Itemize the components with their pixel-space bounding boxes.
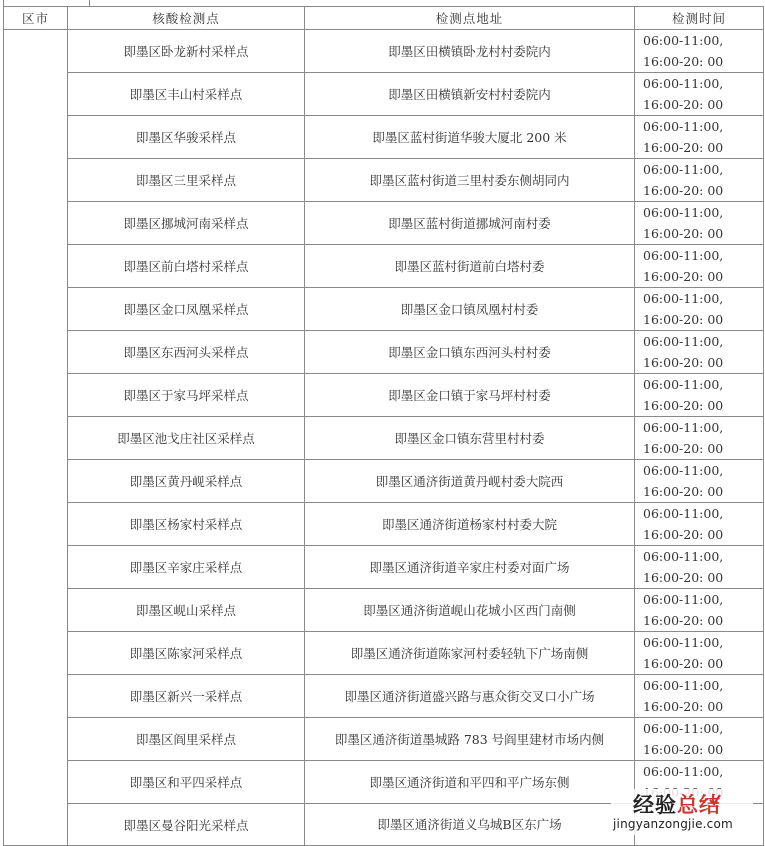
table-row — [4, 116, 764, 159]
table-header-row — [4, 7, 764, 30]
time-cell — [635, 589, 764, 632]
site-cell: 即墨区丰山村采样点 — [68, 73, 305, 116]
address-cell: 即墨区蓝村街道挪城河南村委 — [305, 202, 635, 245]
site-cell: 即墨区和平四采样点 — [68, 761, 305, 804]
afternoon-time: 16:00-20: 00 — [643, 484, 724, 499]
morning-time: 06:00-11:00, — [643, 635, 724, 650]
watermark-brand — [633, 789, 721, 819]
address-cell: 即墨区通济街道岘山花城小区西门南侧 — [305, 589, 635, 632]
morning-time: 06:00-11:00, — [643, 291, 724, 306]
header-time: 检测时间 — [635, 7, 764, 30]
checkmark-icon — [709, 794, 721, 806]
afternoon-time: 16:00-20: 00 — [643, 527, 724, 542]
address-cell: 即墨区田横镇卧龙村村委院内 — [305, 30, 635, 73]
site-watermark — [611, 789, 753, 835]
afternoon-time: 16:00-20: 00 — [643, 140, 724, 155]
address-cell: 即墨区蓝村街道华骏大厦北 200 米 — [305, 116, 635, 159]
time-cell — [635, 374, 764, 417]
table-row — [4, 417, 764, 460]
morning-time: 06:00-11:00, — [643, 162, 724, 177]
time-cell — [635, 503, 764, 546]
site-cell: 即墨区华骏采样点 — [68, 116, 305, 159]
table-row — [4, 718, 764, 761]
afternoon-time: 16:00-20: 00 — [643, 441, 724, 456]
morning-time: 06:00-11:00, — [643, 334, 724, 349]
site-cell: 即墨区金口凤凰采样点 — [68, 288, 305, 331]
address-cell: 即墨区田横镇新安村村委院内 — [305, 73, 635, 116]
site-cell: 即墨区池戈庄社区采样点 — [68, 417, 305, 460]
afternoon-time: 16:00-20: 00 — [643, 398, 724, 413]
table-row — [4, 460, 764, 503]
table-row — [4, 202, 764, 245]
address-cell: 即墨区金口镇凤凰村村委 — [305, 288, 635, 331]
table-row — [4, 245, 764, 288]
time-cell — [635, 546, 764, 589]
afternoon-time: 16:00-20: 00 — [643, 97, 724, 112]
address-cell: 即墨区通济街道盛兴路与惠众街交叉口小广场 — [305, 675, 635, 718]
address-cell: 即墨区金口镇东西河头村村委 — [305, 331, 635, 374]
time-cell — [635, 288, 764, 331]
watermark-brand-b: 总结 — [677, 793, 721, 817]
morning-time: 06:00-11:00, — [643, 76, 724, 91]
time-cell — [635, 116, 764, 159]
site-cell: 即墨区辛家庄采样点 — [68, 546, 305, 589]
site-cell: 即墨区前白塔村采样点 — [68, 245, 305, 288]
afternoon-time: 16:00-20: 00 — [643, 742, 724, 757]
site-cell: 即墨区卧龙新村采样点 — [68, 30, 305, 73]
morning-time: 06:00-11:00, — [643, 678, 724, 693]
address-cell: 即墨区通济街道辛家庄村委对面广场 — [305, 546, 635, 589]
address-cell: 即墨区通济街道墨城路 783 号阎里建材市场内侧 — [305, 718, 635, 761]
table-row — [4, 632, 764, 675]
address-cell: 即墨区蓝村街道前白塔村委 — [305, 245, 635, 288]
site-cell: 即墨区三里采样点 — [68, 159, 305, 202]
morning-time: 06:00-11:00, — [643, 248, 724, 263]
address-cell: 即墨区通济街道杨家村村委大院 — [305, 503, 635, 546]
time-cell — [635, 159, 764, 202]
site-cell: 即墨区阎里采样点 — [68, 718, 305, 761]
site-cell: 即墨区岘山采样点 — [68, 589, 305, 632]
morning-time: 06:00-11:00, — [643, 592, 724, 607]
table-row — [4, 331, 764, 374]
afternoon-time: 16:00-20: 00 — [643, 226, 724, 241]
afternoon-time: 16:00-20: 00 — [643, 183, 724, 198]
time-cell — [635, 73, 764, 116]
address-cell: 即墨区通济街道和平四和平广场东侧 — [305, 761, 635, 804]
table-row — [4, 503, 764, 546]
afternoon-time: 16:00-20: 00 — [643, 570, 724, 585]
morning-time: 06:00-11:00, — [643, 506, 724, 521]
watermark-brand-a: 经验 — [633, 793, 677, 817]
site-cell: 即墨区陈家河采样点 — [68, 632, 305, 675]
address-cell: 即墨区金口镇东营里村村委 — [305, 417, 635, 460]
address-cell: 即墨区通济街道义乌城B区东广场 — [305, 804, 635, 846]
time-cell — [635, 245, 764, 288]
site-cell: 即墨区东西河头采样点 — [68, 331, 305, 374]
time-cell — [635, 675, 764, 718]
morning-time: 06:00-11:00, — [643, 721, 724, 736]
morning-time: 06:00-11:00, — [643, 205, 724, 220]
table-row — [4, 73, 764, 116]
address-cell: 即墨区蓝村街道三里村委东侧胡同内 — [305, 159, 635, 202]
morning-time: 06:00-11:00, — [643, 377, 724, 392]
afternoon-time: 16:00-20: 00 — [643, 54, 724, 69]
site-cell: 即墨区挪城河南采样点 — [68, 202, 305, 245]
header-site: 核酸检测点 — [68, 7, 305, 30]
table-row — [4, 159, 764, 202]
afternoon-time: 16:00-20: 00 — [643, 355, 724, 370]
table-row — [4, 546, 764, 589]
table-row — [4, 288, 764, 331]
address-cell: 即墨区通济街道黄丹岘村委大院西 — [305, 460, 635, 503]
table-row — [4, 374, 764, 417]
morning-time: 06:00-11:00, — [643, 463, 724, 478]
table-row — [4, 30, 764, 73]
time-cell — [635, 417, 764, 460]
afternoon-time: 16:00-20: 00 — [643, 312, 724, 327]
time-cell — [635, 718, 764, 761]
time-cell — [635, 202, 764, 245]
afternoon-time: 16:00-20: 00 — [643, 699, 724, 714]
header-district: 区市 — [4, 7, 68, 30]
address-cell: 即墨区通济街道陈家河村委轻轨下广场南侧 — [305, 632, 635, 675]
morning-time: 06:00-11:00, — [643, 33, 724, 48]
site-cell: 即墨区于家马坪采样点 — [68, 374, 305, 417]
time-cell — [635, 30, 764, 73]
header-address: 检测点地址 — [305, 7, 635, 30]
afternoon-time: 16:00-20: 00 — [643, 656, 724, 671]
afternoon-time: 16:00-20: 00 — [643, 613, 724, 628]
address-cell: 即墨区金口镇于家马坪村村委 — [305, 374, 635, 417]
district-cell — [4, 30, 68, 846]
morning-time: 06:00-11:00, — [643, 119, 724, 134]
table-row — [4, 675, 764, 718]
site-cell: 即墨区新兴一采样点 — [68, 675, 305, 718]
morning-time: 06:00-11:00, — [643, 549, 724, 564]
site-cell: 即墨区曼谷阳光采样点 — [68, 804, 305, 846]
morning-time: 06:00-11:00, — [643, 420, 724, 435]
watermark-url: jingyanzongjie.com — [613, 817, 733, 831]
site-cell: 即墨区杨家村采样点 — [68, 503, 305, 546]
morning-time: 06:00-11:00, — [643, 764, 724, 779]
testing-sites-table — [3, 6, 764, 846]
time-cell — [635, 460, 764, 503]
afternoon-time: 16:00-20: 00 — [643, 269, 724, 284]
time-cell — [635, 632, 764, 675]
site-cell: 即墨区黄丹岘采样点 — [68, 460, 305, 503]
time-cell — [635, 331, 764, 374]
table-row — [4, 589, 764, 632]
